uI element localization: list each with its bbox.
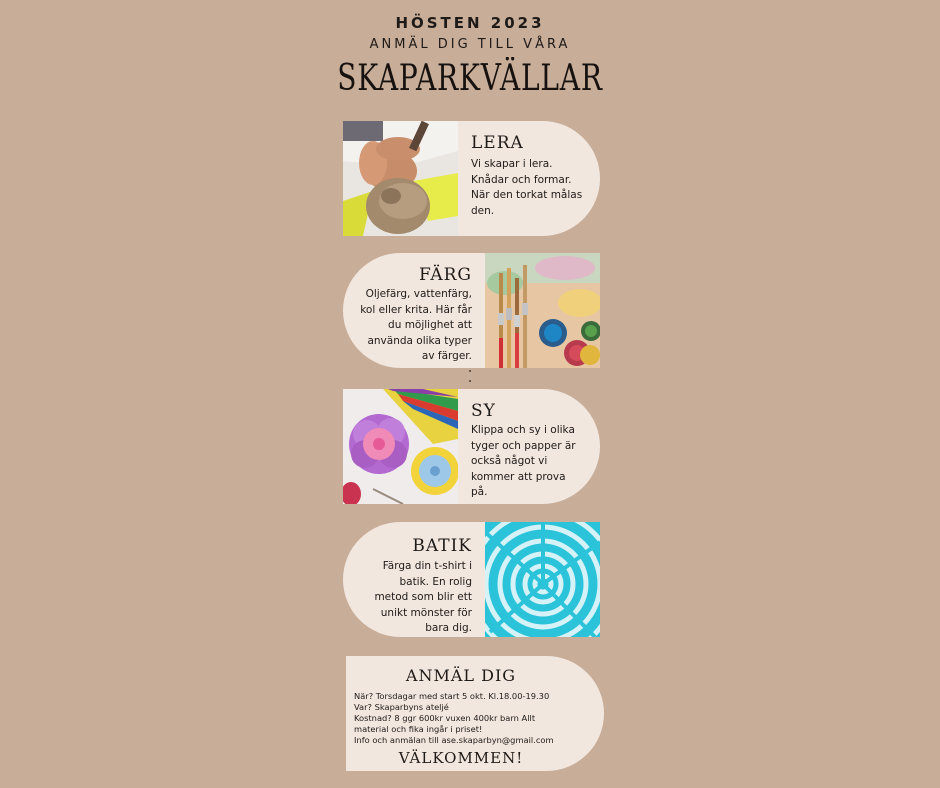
- card-sy-text: Klippa och sy i olika tyger och papper är också något vi kommer att prova på.: [471, 424, 576, 498]
- signup-card: [346, 656, 604, 771]
- card-lera: [343, 121, 600, 236]
- signup-cost-note: material och fika ingår i priset!: [354, 724, 483, 734]
- card-batik-title: BATIK: [412, 536, 472, 556]
- signup-cost: Kostnad? 8 ggr 600kr vuxen 400kr barn Allt: [354, 713, 536, 723]
- tie-dye-photo: [485, 522, 600, 637]
- felt-flowers-photo: [343, 389, 458, 504]
- card-sy-title: SY: [471, 401, 496, 421]
- card-farg: [343, 253, 600, 368]
- paintbrushes-photo: [485, 253, 600, 368]
- page-title: SKAPARKVÄLLAR: [337, 58, 603, 99]
- signup-details: [354, 691, 594, 746]
- card-sy: [343, 389, 600, 504]
- card-batik-text: Färga din t-shirt i batik. En rolig metod som blir ett unikt mönster för bara dig.: [374, 560, 472, 634]
- signup-where: Var? Skaparbyns ateljé: [354, 702, 449, 712]
- decorative-dot: [469, 380, 471, 382]
- welcome-text: VÄLKOMMEN!: [398, 749, 524, 767]
- card-lera-title: LERA: [471, 133, 524, 153]
- signup-title: ANMÄL DIG: [405, 666, 517, 685]
- card-farg-text: Oljefärg, vattenfärg, kol eller krita. Här får du möjlighet att använda olika typer av färger.: [360, 288, 472, 362]
- signup-when: När? Torsdagar med start 5 okt. Kl.18.00-19.30: [354, 691, 550, 701]
- signup-contact: Info och anmälan till ase.skaparbyn@gmail.com: [354, 735, 554, 745]
- header-subtitle: ANMÄL DIG TILL VÅRA: [369, 37, 571, 52]
- card-batik: [343, 522, 600, 637]
- clay-photo: [343, 121, 458, 236]
- header-season: HÖSTEN 2023: [395, 14, 545, 32]
- decorative-dot: [469, 370, 471, 372]
- card-farg-title: FÄRG: [419, 265, 472, 285]
- card-lera-text: Vi skapar i lera. Knådar och formar. När den torkat målas den.: [471, 158, 583, 217]
